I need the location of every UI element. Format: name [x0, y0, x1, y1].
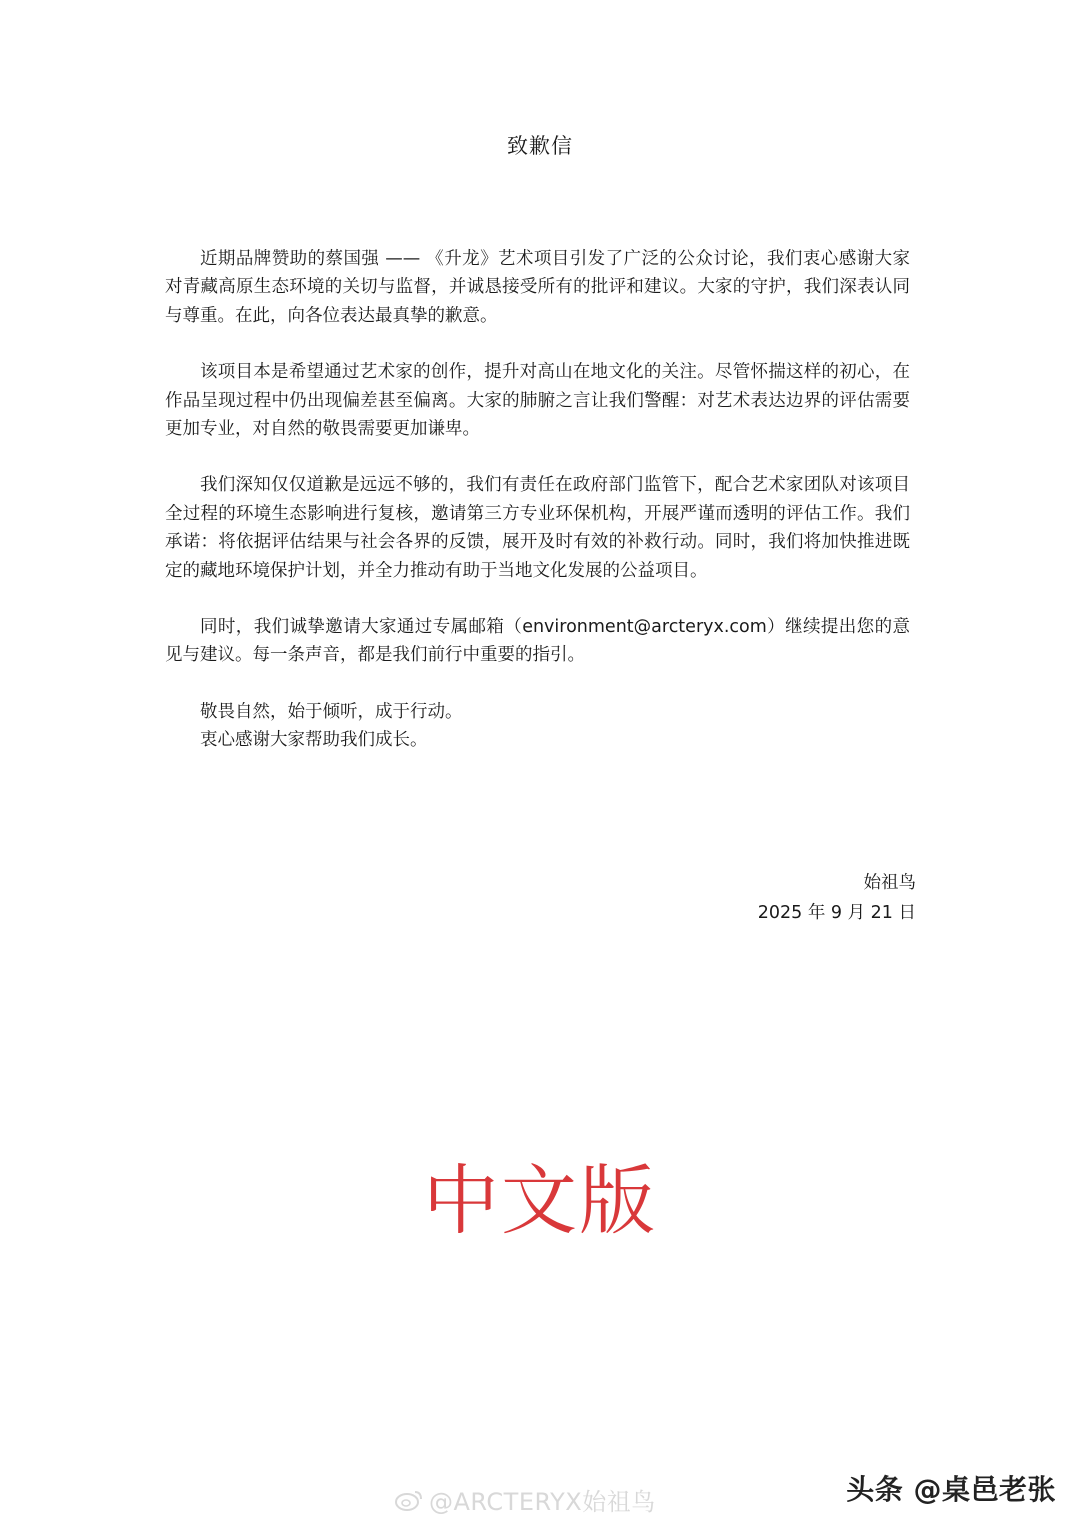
- paragraph-1: 近期品牌赞助的蔡国强 —— 《升龙》艺术项目引发了广泛的公众讨论，我们衷心感谢大家对青藏高原生态环境的关切与监督，并诚恳接受所有的批评和建议。大家的守护，我们深表认同与尊重。在此，向各位表达最真挚的歉意。: [165, 249, 910, 326]
- signature-name: 始祖鸟: [863, 873, 916, 893]
- source-tag: 头条 @桌邑老张: [846, 1473, 1056, 1506]
- letter-body: [165, 245, 910, 755]
- closing-block: [165, 698, 910, 755]
- signature-block: [758, 868, 916, 928]
- weibo-watermark: [395, 1482, 656, 1517]
- paragraph-2: 该项目本是希望通过艺术家的创作，提升对高山在地文化的关注。尽管怀揣这样的初心，在作品呈现过程中仍出现偏差甚至偏离。大家的肺腑之言让我们警醒：对艺术表达边界的评估需要更加专业，对自然的敬畏需要更加谦卑。: [165, 362, 910, 440]
- weibo-icon: [395, 1489, 423, 1511]
- paragraph-4: 同时，我们诚挚邀请大家通过专属邮箱（environment@arcteryx.com）继续提出您的意见与建议。每一条声音，都是我们前行中重要的指引。: [165, 617, 910, 666]
- signature-date: 2025 年 9 月 21 日: [757, 903, 916, 923]
- letter-title: 致歉信: [507, 134, 573, 158]
- paragraph-3: 我们深知仅仅道歉是远远不够的，我们有责任在政府部门监管下，配合艺术家团队对该项目全过程的环境生态影响进行复核，邀请第三方专业环保机构，开展严谨而透明的评估工作。我们承诺：将依据评估结果与社会各界的反馈，展开及时有效的补救行动。同时，我们将加快推进既定的藏地环境保护计划，并全力推动有助于当地文化发展的公益项目。: [165, 475, 910, 581]
- watermark-text: @ARCTERYX始祖鸟: [429, 1488, 656, 1516]
- closing-line-2: 衷心感谢大家帮助我们成长。: [200, 730, 428, 751]
- chinese-version-label: 中文版: [423, 1156, 657, 1245]
- closing-line-1: 敬畏自然，始于倾听，成于行动。: [200, 701, 463, 722]
